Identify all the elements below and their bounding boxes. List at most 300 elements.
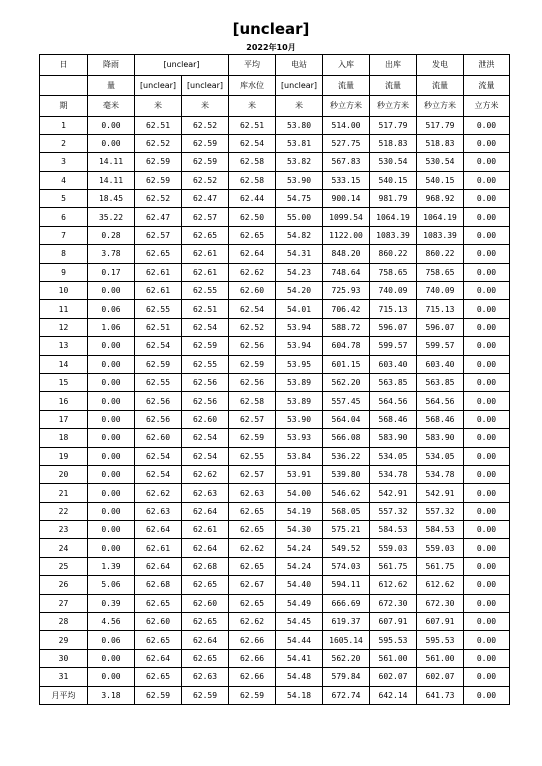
cell-tailwater-level: 54.49 (276, 594, 323, 612)
cell-inflow: 557.45 (323, 392, 370, 410)
cell-flood-flow: 0.00 (464, 465, 510, 483)
cell-level-end: 62.68 (182, 557, 229, 575)
table-row (40, 502, 510, 520)
header-outflow-rate: 流量 (370, 75, 417, 96)
table-row (40, 465, 510, 483)
cell-tailwater-level: 54.20 (276, 282, 323, 300)
cell-level-end: 62.65 (182, 649, 229, 667)
table-row (40, 576, 510, 594)
cell-day: 16 (40, 392, 88, 410)
header-amount: 量 (88, 75, 135, 96)
cell-inflow: 546.62 (323, 484, 370, 502)
cell-level-start: 62.56 (135, 392, 182, 410)
cell-day: 3 (40, 153, 88, 171)
table-row (40, 337, 510, 355)
cell-level-start: 62.55 (135, 300, 182, 318)
cell-reservoir-level: 62.55 (229, 447, 276, 465)
header-flood-rate: 流量 (464, 75, 510, 96)
unit-cubic-meter: 立方米 (464, 96, 510, 117)
unit-mm: 毫米 (88, 96, 135, 117)
cell-reservoir-level: 62.62 (229, 539, 276, 557)
unit-m-tailwater: 米 (276, 96, 323, 117)
cell-outflow: 561.75 (370, 557, 417, 575)
cell-reservoir-level: 62.64 (229, 245, 276, 263)
cell-day: 19 (40, 447, 88, 465)
cell-rainfall: 35.22 (88, 208, 135, 226)
cell-level-start: 62.56 (135, 410, 182, 428)
unit-m-end: 米 (182, 96, 229, 117)
cell-outflow: 602.07 (370, 668, 417, 686)
cell-flood-flow: 0.00 (464, 576, 510, 594)
cell-tailwater-level: 53.93 (276, 429, 323, 447)
cell-level-end: 62.63 (182, 484, 229, 502)
unit-cms-inflow: 秒立方米 (323, 96, 370, 117)
cell-inflow: 539.80 (323, 465, 370, 483)
cell-power-flow: 564.56 (417, 392, 464, 410)
cell-flood-flow: 0.00 (464, 337, 510, 355)
cell-level-start: 62.54 (135, 465, 182, 483)
cell-power-flow: 542.91 (417, 484, 464, 502)
cell-power-flow: 603.40 (417, 355, 464, 373)
cell-reservoir-level: 62.52 (229, 318, 276, 336)
table-row (40, 226, 510, 244)
cell-level-start: 62.65 (135, 594, 182, 612)
cell-power-flow: 599.57 (417, 337, 464, 355)
cell-level-start: 62.64 (135, 649, 182, 667)
table-row (40, 300, 510, 318)
unit-cms-power: 秒立方米 (417, 96, 464, 117)
cell-flood-flow: 0.00 (464, 208, 510, 226)
cell-tailwater-level: 54.00 (276, 484, 323, 502)
cell-day: 28 (40, 613, 88, 631)
cell-outflow: 561.00 (370, 649, 417, 667)
cell-reservoir-level: 62.65 (229, 226, 276, 244)
cell-day: 31 (40, 668, 88, 686)
cell-power-flow: 517.79 (417, 116, 464, 134)
header-station: 电站 (276, 55, 323, 76)
table-row (40, 429, 510, 447)
cell-flood-flow: 0.00 (464, 226, 510, 244)
cell-power-flow: 584.53 (417, 521, 464, 539)
header-inflow-rate: 流量 (323, 75, 370, 96)
cell-outflow: 642.14 (370, 686, 417, 704)
cell-rainfall: 0.00 (88, 447, 135, 465)
cell-inflow: 848.20 (323, 245, 370, 263)
cell-level-start: 62.59 (135, 686, 182, 704)
cell-inflow: 536.22 (323, 447, 370, 465)
table-row (40, 631, 510, 649)
table-row (40, 373, 510, 391)
cell-level-end: 62.57 (182, 208, 229, 226)
cell-tailwater-level: 53.81 (276, 134, 323, 152)
cell-reservoir-level: 62.58 (229, 392, 276, 410)
cell-inflow: 575.21 (323, 521, 370, 539)
cell-power-flow: 518.83 (417, 134, 464, 152)
table-row (40, 153, 510, 171)
cell-power-flow: 530.54 (417, 153, 464, 171)
header-end-of-period: [unclear] (182, 75, 229, 96)
header-average: 平均 (229, 55, 276, 76)
cell-rainfall: 14.11 (88, 171, 135, 189)
cell-outflow: 557.32 (370, 502, 417, 520)
cell-day: 17 (40, 410, 88, 428)
cell-flood-flow: 0.00 (464, 447, 510, 465)
cell-inflow: 1122.00 (323, 226, 370, 244)
cell-level-start: 62.57 (135, 226, 182, 244)
header-period: 期 (40, 96, 88, 117)
cell-level-start: 62.60 (135, 613, 182, 631)
cell-day: 6 (40, 208, 88, 226)
cell-flood-flow: 0.00 (464, 153, 510, 171)
cell-flood-flow: 0.00 (464, 392, 510, 410)
header-flood: 泄洪 (464, 55, 510, 76)
cell-rainfall: 0.28 (88, 226, 135, 244)
cell-level-end: 62.52 (182, 171, 229, 189)
cell-outflow: 564.56 (370, 392, 417, 410)
cell-reservoir-level: 62.58 (229, 153, 276, 171)
cell-day: 21 (40, 484, 88, 502)
header-rainfall: 降雨 (88, 55, 135, 76)
cell-tailwater-level: 55.00 (276, 208, 323, 226)
cell-level-end: 62.60 (182, 594, 229, 612)
cell-level-start: 62.64 (135, 521, 182, 539)
cell-power-flow: 557.32 (417, 502, 464, 520)
cell-day: 20 (40, 465, 88, 483)
cell-tailwater-level: 53.80 (276, 116, 323, 134)
cell-reservoir-level: 62.65 (229, 557, 276, 575)
cell-level-start: 62.47 (135, 208, 182, 226)
table-row (40, 245, 510, 263)
cell-level-start: 62.51 (135, 318, 182, 336)
cell-flood-flow: 0.00 (464, 245, 510, 263)
cell-day: 15 (40, 373, 88, 391)
cell-reservoir-level: 62.59 (229, 686, 276, 704)
cell-rainfall: 0.00 (88, 429, 135, 447)
cell-rainfall: 0.00 (88, 355, 135, 373)
header-start-of-period: [unclear] (135, 75, 182, 96)
cell-level-end: 62.60 (182, 410, 229, 428)
cell-inflow: 604.78 (323, 337, 370, 355)
cell-inflow: 566.08 (323, 429, 370, 447)
table-row (40, 282, 510, 300)
cell-reservoir-level: 62.57 (229, 465, 276, 483)
cell-rainfall: 0.06 (88, 300, 135, 318)
cell-level-start: 62.65 (135, 631, 182, 649)
cell-power-flow: 540.15 (417, 171, 464, 189)
cell-level-end: 62.62 (182, 465, 229, 483)
cell-level-end: 62.64 (182, 631, 229, 649)
cell-reservoir-level: 62.58 (229, 171, 276, 189)
table-row (40, 613, 510, 631)
cell-reservoir-level: 62.66 (229, 631, 276, 649)
cell-power-flow: 715.13 (417, 300, 464, 318)
cell-level-start: 62.68 (135, 576, 182, 594)
cell-level-end: 62.59 (182, 337, 229, 355)
cell-day: 1 (40, 116, 88, 134)
cell-level-end: 62.55 (182, 282, 229, 300)
cell-day: 5 (40, 190, 88, 208)
cell-level-end: 62.64 (182, 502, 229, 520)
cell-reservoir-level: 62.62 (229, 263, 276, 281)
cell-rainfall: 0.00 (88, 116, 135, 134)
cell-level-end: 62.65 (182, 226, 229, 244)
table-row (40, 116, 510, 134)
cell-tailwater-level: 54.82 (276, 226, 323, 244)
monthly-average-row (40, 686, 510, 704)
cell-level-start: 62.64 (135, 557, 182, 575)
cell-day: 18 (40, 429, 88, 447)
unit-m-start: 米 (135, 96, 182, 117)
cell-level-start: 62.62 (135, 484, 182, 502)
cell-flood-flow: 0.00 (464, 521, 510, 539)
cell-rainfall: 0.00 (88, 649, 135, 667)
cell-power-flow: 1064.19 (417, 208, 464, 226)
cell-flood-flow: 0.00 (464, 318, 510, 336)
cell-rainfall: 3.78 (88, 245, 135, 263)
cell-inflow: 619.37 (323, 613, 370, 631)
cell-tailwater-level: 53.94 (276, 337, 323, 355)
cell-level-end: 62.54 (182, 429, 229, 447)
cell-reservoir-level: 62.65 (229, 521, 276, 539)
cell-level-end: 62.59 (182, 686, 229, 704)
cell-level-end: 62.47 (182, 190, 229, 208)
cell-level-end: 62.65 (182, 576, 229, 594)
table-row (40, 594, 510, 612)
cell-outflow: 563.85 (370, 373, 417, 391)
header-outflow: 出库 (370, 55, 417, 76)
cell-outflow: 568.46 (370, 410, 417, 428)
cell-inflow: 568.05 (323, 502, 370, 520)
cell-flood-flow: 0.00 (464, 282, 510, 300)
header-row-1 (40, 55, 510, 76)
cell-inflow: 1605.14 (323, 631, 370, 649)
cell-day: 2 (40, 134, 88, 152)
cell-level-end: 62.51 (182, 300, 229, 318)
cell-rainfall: 0.00 (88, 521, 135, 539)
cell-reservoir-level: 62.65 (229, 502, 276, 520)
table-row (40, 392, 510, 410)
cell-outflow: 607.91 (370, 613, 417, 631)
cell-reservoir-level: 62.59 (229, 355, 276, 373)
cell-tailwater-level: 53.90 (276, 171, 323, 189)
cell-flood-flow: 0.00 (464, 502, 510, 520)
cell-level-end: 62.63 (182, 668, 229, 686)
header-reservoir-level: 库水位 (229, 75, 276, 96)
header-row-2 (40, 75, 510, 96)
cell-outflow: 1064.19 (370, 208, 417, 226)
cell-tailwater-level: 53.89 (276, 373, 323, 391)
cell-flood-flow: 0.00 (464, 429, 510, 447)
cell-inflow: 725.93 (323, 282, 370, 300)
cell-level-end: 62.61 (182, 263, 229, 281)
table-row (40, 318, 510, 336)
table-row (40, 484, 510, 502)
cell-inflow: 564.04 (323, 410, 370, 428)
cell-power-flow: 563.85 (417, 373, 464, 391)
cell-level-end: 62.54 (182, 318, 229, 336)
cell-level-start: 62.55 (135, 373, 182, 391)
cell-power-flow: 740.09 (417, 282, 464, 300)
cell-level-end: 62.56 (182, 392, 229, 410)
cell-reservoir-level: 62.44 (229, 190, 276, 208)
cell-flood-flow: 0.00 (464, 686, 510, 704)
cell-reservoir-level: 62.57 (229, 410, 276, 428)
cell-inflow: 748.64 (323, 263, 370, 281)
cell-outflow: 584.53 (370, 521, 417, 539)
cell-flood-flow: 0.00 (464, 410, 510, 428)
cell-flood-flow: 0.00 (464, 190, 510, 208)
cell-inflow: 666.69 (323, 594, 370, 612)
cell-level-end: 62.65 (182, 613, 229, 631)
cell-rainfall: 0.00 (88, 373, 135, 391)
cell-level-end: 62.55 (182, 355, 229, 373)
cell-tailwater-level: 54.19 (276, 502, 323, 520)
cell-power-flow: 612.62 (417, 576, 464, 594)
cell-inflow: 588.72 (323, 318, 370, 336)
cell-rainfall: 0.00 (88, 502, 135, 520)
cell-power-flow: 559.03 (417, 539, 464, 557)
cell-level-start: 62.52 (135, 190, 182, 208)
cell-level-start: 62.59 (135, 153, 182, 171)
cell-rainfall: 5.06 (88, 576, 135, 594)
cell-tailwater-level: 53.94 (276, 318, 323, 336)
header-tailwater-level: [unclear] (276, 75, 323, 96)
cell-inflow: 514.00 (323, 116, 370, 134)
cell-flood-flow: 0.00 (464, 263, 510, 281)
cell-tailwater-level: 54.24 (276, 557, 323, 575)
cell-inflow: 1099.54 (323, 208, 370, 226)
cell-tailwater-level: 53.82 (276, 153, 323, 171)
cell-tailwater-level: 54.41 (276, 649, 323, 667)
cell-inflow: 900.14 (323, 190, 370, 208)
cell-flood-flow: 0.00 (464, 613, 510, 631)
cell-flood-flow: 0.00 (464, 631, 510, 649)
cell-flood-flow: 0.00 (464, 171, 510, 189)
cell-outflow: 860.22 (370, 245, 417, 263)
cell-outflow: 672.30 (370, 594, 417, 612)
table-row (40, 447, 510, 465)
cell-reservoir-level: 62.60 (229, 282, 276, 300)
cell-level-end: 62.54 (182, 447, 229, 465)
cell-power-flow: 596.07 (417, 318, 464, 336)
cell-tailwater-level: 54.75 (276, 190, 323, 208)
table-row (40, 410, 510, 428)
cell-rainfall: 0.00 (88, 392, 135, 410)
cell-flood-flow: 0.00 (464, 539, 510, 557)
cell-level-start: 62.60 (135, 429, 182, 447)
cell-rainfall: 0.00 (88, 134, 135, 152)
cell-tailwater-level: 54.45 (276, 613, 323, 631)
cell-flood-flow: 0.00 (464, 300, 510, 318)
cell-level-start: 62.51 (135, 116, 182, 134)
unit-cms-outflow: 秒立方米 (370, 96, 417, 117)
cell-outflow: 534.78 (370, 465, 417, 483)
cell-level-start: 62.54 (135, 337, 182, 355)
cell-day: 7 (40, 226, 88, 244)
cell-tailwater-level: 53.95 (276, 355, 323, 373)
cell-rainfall: 0.00 (88, 539, 135, 557)
cell-power-flow: 860.22 (417, 245, 464, 263)
cell-flood-flow: 0.00 (464, 649, 510, 667)
cell-rainfall: 0.00 (88, 465, 135, 483)
table-row (40, 521, 510, 539)
cell-outflow: 603.40 (370, 355, 417, 373)
cell-level-end: 62.61 (182, 245, 229, 263)
water-report-table (39, 54, 510, 705)
cell-reservoir-level: 62.54 (229, 134, 276, 152)
cell-day: 29 (40, 631, 88, 649)
cell-tailwater-level: 54.18 (276, 686, 323, 704)
table-row (40, 134, 510, 152)
cell-power-flow: 595.53 (417, 631, 464, 649)
cell-level-start: 62.52 (135, 134, 182, 152)
cell-reservoir-level: 62.51 (229, 116, 276, 134)
cell-reservoir-level: 62.56 (229, 337, 276, 355)
cell-tailwater-level: 54.24 (276, 539, 323, 557)
table-row (40, 263, 510, 281)
cell-day: 22 (40, 502, 88, 520)
cell-rainfall: 1.06 (88, 318, 135, 336)
cell-power-flow: 583.90 (417, 429, 464, 447)
cell-flood-flow: 0.00 (464, 668, 510, 686)
header-blank (40, 75, 88, 96)
header-row-3 (40, 96, 510, 117)
cell-power-flow: 561.00 (417, 649, 464, 667)
header-power-rate: 流量 (417, 75, 464, 96)
cell-outflow: 559.03 (370, 539, 417, 557)
cell-tailwater-level: 54.40 (276, 576, 323, 594)
cell-level-start: 62.65 (135, 245, 182, 263)
cell-power-flow: 602.07 (417, 668, 464, 686)
cell-day: 14 (40, 355, 88, 373)
header-date: 日 (40, 55, 88, 76)
cell-day: 4 (40, 171, 88, 189)
cell-tailwater-level: 54.23 (276, 263, 323, 281)
cell-level-end: 62.59 (182, 153, 229, 171)
cell-reservoir-level: 62.59 (229, 429, 276, 447)
cell-day: 27 (40, 594, 88, 612)
cell-reservoir-level: 62.67 (229, 576, 276, 594)
cell-inflow: 527.75 (323, 134, 370, 152)
cell-power-flow: 607.91 (417, 613, 464, 631)
cell-flood-flow: 0.00 (464, 373, 510, 391)
cell-outflow: 540.15 (370, 171, 417, 189)
cell-flood-flow: 0.00 (464, 557, 510, 575)
cell-rainfall: 0.00 (88, 668, 135, 686)
table-row (40, 190, 510, 208)
cell-tailwater-level: 54.48 (276, 668, 323, 686)
cell-tailwater-level: 53.90 (276, 410, 323, 428)
cell-level-end: 62.64 (182, 539, 229, 557)
cell-level-start: 62.59 (135, 355, 182, 373)
cell-level-start: 62.59 (135, 171, 182, 189)
header-power: 发电 (417, 55, 464, 76)
cell-outflow: 981.79 (370, 190, 417, 208)
cell-inflow: 601.15 (323, 355, 370, 373)
cell-level-end: 62.56 (182, 373, 229, 391)
cell-day: 30 (40, 649, 88, 667)
cell-day: 9 (40, 263, 88, 281)
cell-rainfall: 18.45 (88, 190, 135, 208)
cell-power-flow: 534.05 (417, 447, 464, 465)
cell-reservoir-level: 62.65 (229, 594, 276, 612)
cell-power-flow: 968.92 (417, 190, 464, 208)
report-date: 2022年10月 (246, 43, 296, 52)
cell-outflow: 596.07 (370, 318, 417, 336)
cell-outflow: 583.90 (370, 429, 417, 447)
cell-outflow: 595.53 (370, 631, 417, 649)
cell-inflow: 579.84 (323, 668, 370, 686)
